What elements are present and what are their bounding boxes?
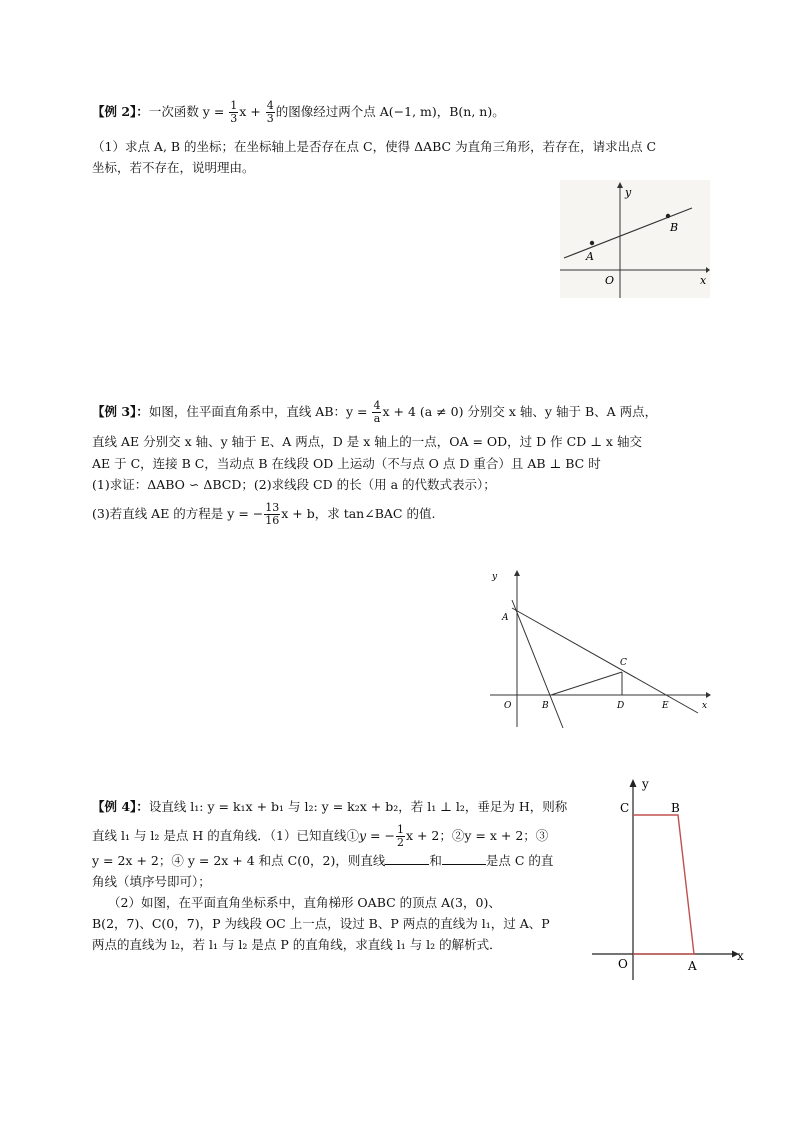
ex2-line2: （1）求点 A, B 的坐标；在坐标轴上是否存在点 C，使得 ΔABC 为直角三角形，若存在，请求出点 C [92, 139, 657, 154]
ex4-c-label: C [620, 801, 630, 815]
ex4-figure [592, 775, 752, 980]
ex4-blank-1[interactable] [385, 852, 429, 865]
ex3-line1: 【例 3】：如图，住平面直角系中，直线 AB：y = $\frac{4}{a}$ x + 4 (a ≠ 0) 分别交 x 轴、y 轴于 B、A 两点， [92, 399, 658, 425]
ex4-o-label: O [618, 957, 628, 971]
ex4-line6: B(2，7)、C(0，7)，P 为线段 OC 上一点，设过 B、P 两点的直线为 l₁，过 A、P [92, 916, 550, 931]
ex2-o-label: O [605, 274, 615, 287]
ex4-line4: 角线（填序号即可）； [92, 874, 211, 889]
ex2-point-b [666, 214, 670, 218]
ex4-a-label: A [688, 959, 697, 973]
ex4-tag: 【例 4】： [92, 799, 149, 814]
ex4-frac1: $\frac{1}{2}$ [396, 823, 404, 849]
ex2-fig-bg [560, 180, 710, 298]
ex3-d-label: D [617, 701, 625, 711]
ex3-o-label: O [504, 701, 512, 711]
ex3-x-arrow-icon [706, 692, 711, 698]
ex2-y-label: y [625, 186, 632, 199]
ex3-a-label: A [502, 613, 509, 623]
ex4-line7: 两点的直线为 l₂，若 l₁ 与 l₂ 是点 P 的直角线，求直线 l₁ 与 l₂ 的解析式． [92, 937, 502, 952]
ex3-frac1: $\frac{4}{a}$ [373, 399, 381, 425]
ex3-line2: 直线 AE 分别交 x 轴、y 轴于 E、A 两点，D 是 x 轴上的一点，OA = OD，过 D 作 CD ⊥ x 轴交 [92, 434, 642, 449]
ex3-y-arrow-icon [514, 570, 520, 576]
ex4-x-label: x [737, 949, 744, 963]
ex2-b-label: B [670, 221, 679, 234]
ex2-line3: 坐标，若不存在，说明理由。 [92, 160, 255, 175]
ex4-line5: （2）如图，在平面直角坐标系中，直角梯形 OABC 的顶点 A(3，0)、 [108, 895, 501, 910]
ex4-y-label: y [642, 777, 649, 791]
ex3-e-label: E [662, 701, 669, 711]
ex2-a-label: A [586, 250, 594, 263]
ex2-tag: 【例 2】： [92, 104, 149, 119]
ex2-x-label: x [700, 274, 707, 287]
ex3-frac2: $\frac{13}{16}$ [265, 501, 280, 527]
ex4-b-label: B [671, 801, 680, 815]
ex3-y-label: y [492, 572, 498, 582]
ex2-line1: 【例 2】：一次函数 y = $\frac{1}{3}$ x + $\frac{4}{3}$ 的图像经过两个点 A(−1, m)，B(n, n)。 [92, 99, 505, 125]
ex2-point-a [590, 241, 594, 245]
ex4-line2: 直线 l₁ 与 l₂ 是点 H 的直角线．（1）已知直线①y = − $\frac{1}{2}$ x + 2；②y = x + 2；③ [92, 823, 549, 849]
ex3-line-ae [512, 608, 698, 713]
ex3-b-label: B [542, 701, 549, 711]
ex4-line3: y = 2x + 2；④ y = 2x + 4 和点 C(0，2)，则直线 和 是点 C 的直 [92, 853, 554, 868]
ex3-line5: (3)若直线 AE 的方程是 y = − $\frac{13}{16}$ x + b，求 tan∠BAC 的值. [92, 501, 436, 527]
ex2-frac2: $\frac{4}{3}$ [266, 99, 274, 125]
ex3-x-label: x [702, 701, 708, 711]
ex3-line4: (1)求证：ΔABO ∽ ΔBCD；(2)求线段 CD 的长（用 a 的代数式表示）； [92, 477, 496, 492]
ex4-y-arrow-icon [630, 779, 637, 787]
ex4-line1: 【例 4】：设直线 l₁: y = k₁x + b₁ 与 l₂: y = k₂x + b₂，若 l₁ ⊥ l₂，垂足为 H，则称 [92, 799, 568, 814]
ex3-figure [490, 565, 715, 730]
ex3-line-ab [512, 600, 563, 728]
ex3-tag: 【例 3】： [92, 404, 149, 419]
ex4-trapezoid [633, 815, 694, 954]
ex3-c-label: C [620, 658, 627, 668]
ex3-line3: AE 于 C，连接 B C，当动点 B 在线段 OD 上运动（不与点 O 点 D 重合）且 AB ⊥ BC 时 [92, 456, 601, 471]
ex2-line1-a: 一次函数 y = [148, 104, 229, 119]
ex2-frac1: $\frac{1}{3}$ [230, 99, 238, 125]
ex4-blank-2[interactable] [442, 852, 486, 865]
ex3-segment-bc [551, 672, 622, 695]
ex2-figure [560, 180, 710, 298]
